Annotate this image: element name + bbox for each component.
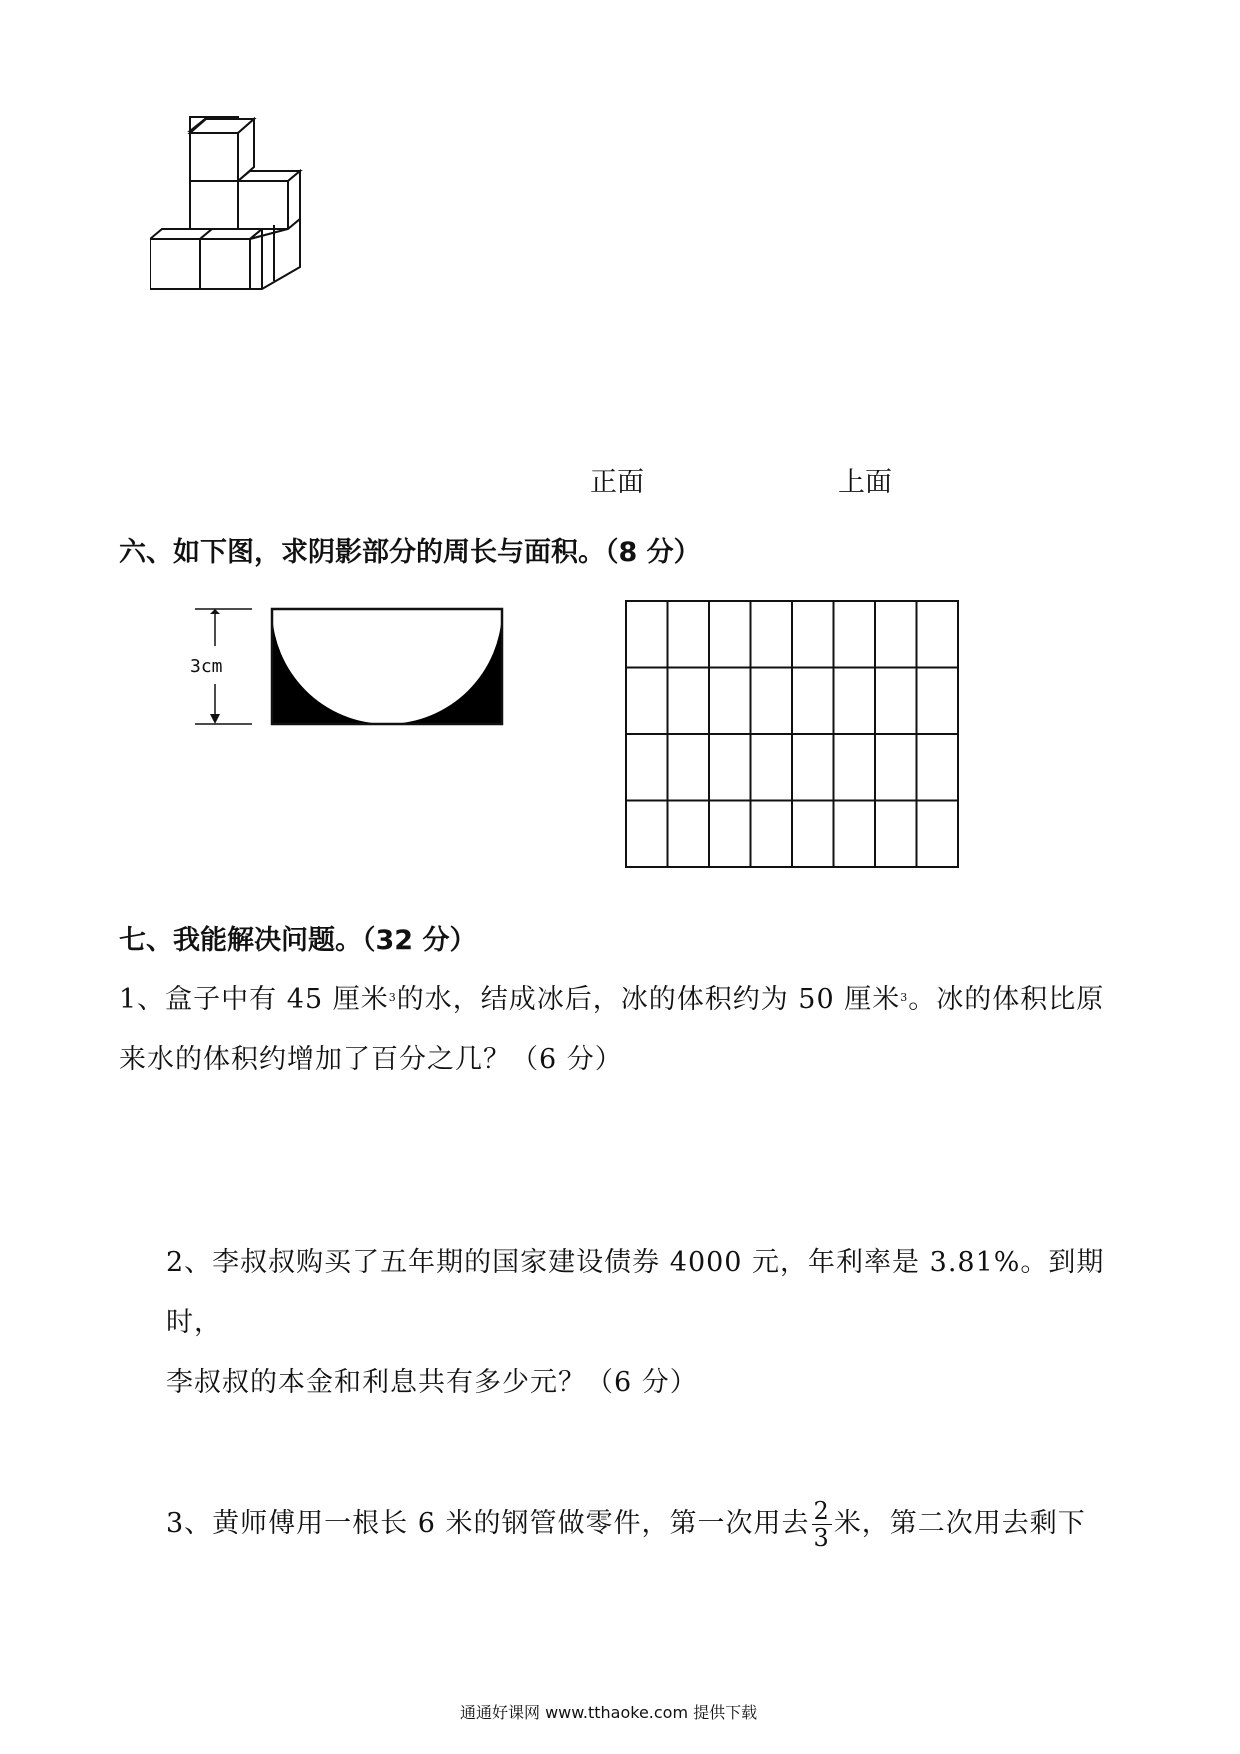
top-view-label: 上面 xyxy=(838,467,892,498)
question-1-line2: 来水的体积约增加了百分之几？（6 分） xyxy=(119,1044,623,1075)
shaded-region-figure xyxy=(190,600,510,735)
fraction-two-thirds: $\frac{2}{3}$ xyxy=(813,1497,830,1552)
question-2-line2: 李叔叔的本金和利息共有多少元？（6 分） xyxy=(166,1367,698,1398)
page-footer: 通通好课网 www.tthaoke.com 提供下载 xyxy=(460,1703,758,1722)
question-1-line1: 1、盒子中有 45 厘米$^3$的水，结成冰后，冰的体积约为 50 厘米$^3$。冰的体积比原 xyxy=(119,984,1105,1015)
section7-title: 七、我能解决问题。（32 分） xyxy=(119,925,477,956)
front-view-label: 正面 xyxy=(590,467,644,498)
question-1 xyxy=(119,970,1129,1090)
cube-stack-figure xyxy=(150,115,310,330)
answer-grid xyxy=(625,600,960,870)
question-2 xyxy=(166,1233,1146,1413)
dimension-label: 3cm xyxy=(190,656,223,677)
question-2-line1: 2、李叔叔购买了五年期的国家建设债券 4000 元，年利率是 3.81%。到期时， xyxy=(166,1247,1105,1338)
question-3: 3、黄师傅用一根长 6 米的钢管做零件，第一次用去 $\frac{2}{3}$ 米，第二次用去剩下 xyxy=(166,1497,1086,1552)
section6-title: 六、如下图，求阴影部分的周长与面积。（8 分） xyxy=(119,537,701,568)
